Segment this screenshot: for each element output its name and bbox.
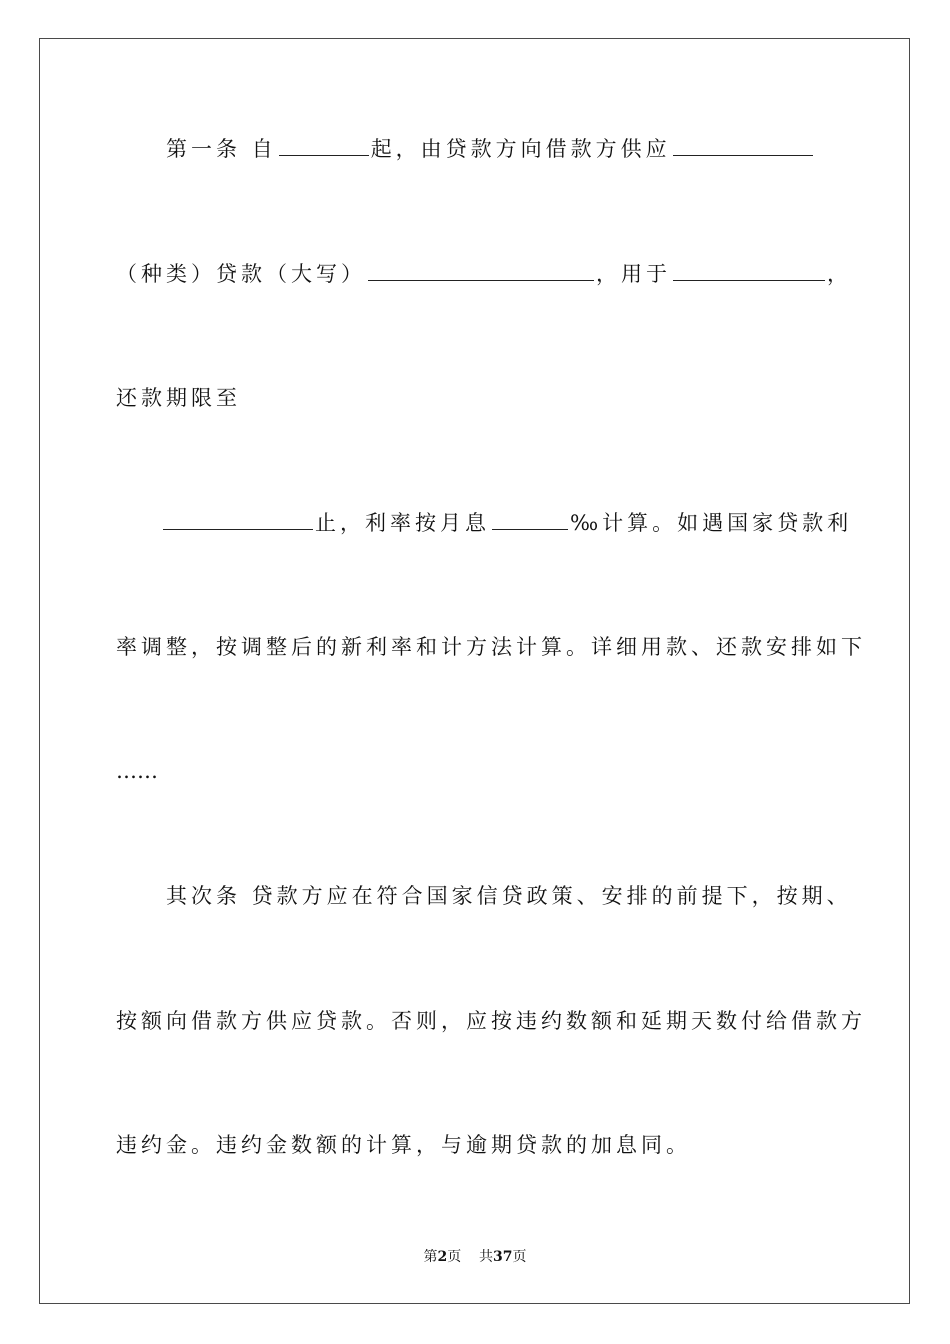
footer-total-pages: 37: [493, 1249, 513, 1265]
blank-repay-date: [163, 509, 313, 530]
page-border: [39, 38, 910, 1304]
footer-prefix: 第: [423, 1249, 438, 1265]
blank-amount-uppercase: [368, 260, 594, 281]
article1-line2-text1: （种类）贷款（大写）: [116, 262, 366, 286]
page-footer: [0, 1246, 950, 1266]
article2-line1: 其次条 贷款方应在符合国家信贷政策、安排的前提下，按期、: [166, 884, 852, 908]
article1-line2: [116, 259, 852, 289]
article1-line4: [163, 508, 852, 538]
footer-mid: 页 共: [447, 1249, 494, 1265]
article1-line4-text2: ‰计算。如遇国家贷款利: [570, 511, 853, 535]
article1-line2-text3: ，: [827, 262, 852, 286]
article1-line1: [166, 134, 815, 164]
footer-current-page: 2: [437, 1249, 448, 1265]
article1-line1-text1: 第一条 自: [166, 137, 277, 161]
blank-purpose: [673, 260, 825, 281]
blank-monthly-rate: [492, 509, 568, 530]
article1-line4-text1: 止，利率按月息: [315, 511, 490, 535]
article1-line6: ……: [116, 759, 158, 783]
article2-line3: 违约金。违约金数额的计算，与逾期贷款的加息同。: [116, 1133, 691, 1157]
article1-line1-text2: 起，由贷款方向借款方供应: [370, 137, 671, 161]
article1-line3: 还款期限至: [116, 386, 241, 410]
article1-line5: 率调整，按调整后的新利率和计方法计算。详细用款、还款安排如下: [116, 635, 866, 659]
blank-start-date: [279, 135, 369, 156]
article1-line2-text2: ，用于: [596, 262, 671, 286]
blank-loan-supply: [673, 135, 813, 156]
article2-line2: 按额向借款方供应贷款。否则，应按违约数额和延期天数付给借款方: [116, 1009, 866, 1033]
footer-suffix: 页: [512, 1249, 527, 1265]
